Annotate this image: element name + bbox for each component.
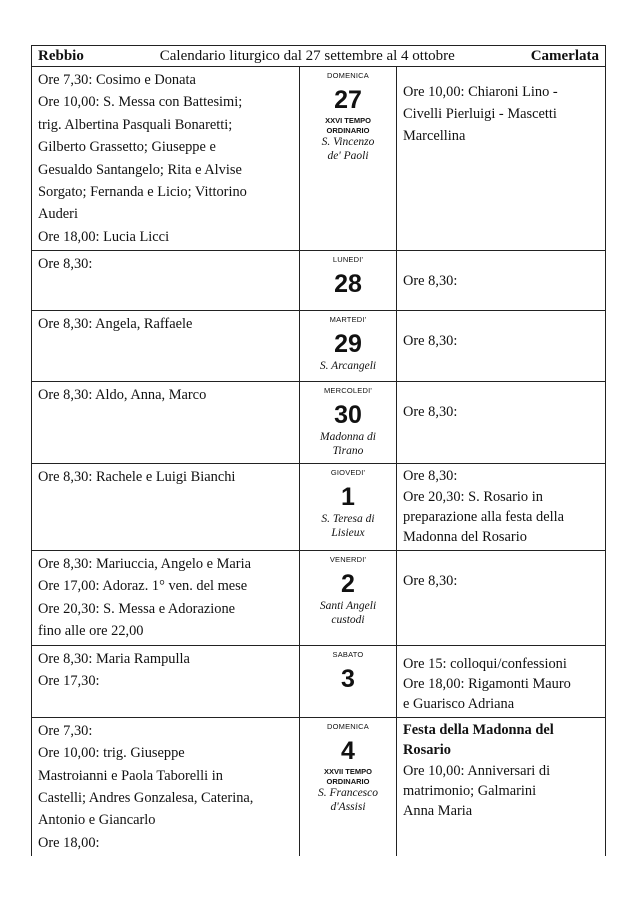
day-number: 30 — [334, 401, 362, 430]
parish-left-title: Rebbio — [38, 48, 84, 64]
saint-name: Tirano — [332, 445, 364, 458]
mass-line: Ore 18,00: Rigamonti Mauro — [403, 675, 571, 692]
mass-line: Ore 8,30: Rachele e Luigi Bianchi — [38, 469, 236, 486]
saint-name: S. Francesco — [317, 786, 379, 799]
day-row — [32, 67, 606, 251]
day-name: VENERDI' — [329, 554, 367, 564]
day-number: 2 — [341, 569, 355, 598]
rebbio-cell — [32, 550, 300, 645]
camerlata-cell — [397, 311, 606, 382]
mass-line: fino alle ore 22,00 — [38, 623, 144, 640]
mass-line: Ore 8,30: Aldo, Anna, Marco — [38, 387, 207, 404]
day-row — [32, 311, 606, 382]
mass-line: Ore 10,00: S. Messa con Battesimi; — [38, 94, 243, 111]
mass-line: Ore 8,30: Maria Rampulla — [38, 650, 190, 667]
liturgical-time: XXVII TEMPO — [324, 766, 372, 776]
mass-line: Anna Maria — [403, 803, 473, 820]
mass-line: Gilberto Grassetto; Giuseppe e — [38, 139, 216, 156]
date-cell — [300, 67, 397, 251]
mass-line: Ore 8,30: — [403, 333, 458, 350]
saint-name: Lisieux — [331, 527, 365, 540]
day-number: 27 — [334, 86, 362, 114]
date-cell — [300, 464, 397, 551]
mass-line: Ore 15: colloqui/confessioni — [403, 655, 567, 672]
day-number: 4 — [341, 736, 355, 765]
mass-line: Ore 10,00: Chiaroni Lino - — [403, 84, 558, 100]
feast-title: Rosario — [403, 742, 451, 759]
mass-line: preparazione alla festa della — [403, 509, 564, 526]
day-name: LUNEDI' — [332, 255, 364, 265]
calendar-sheet — [31, 45, 605, 856]
day-row — [32, 382, 606, 464]
day-row — [32, 717, 606, 856]
day-number: 3 — [341, 664, 355, 693]
liturgical-time: XXVI TEMPO — [325, 116, 371, 125]
day-row — [32, 251, 606, 311]
saint-name: S. Teresa di — [321, 513, 375, 526]
mass-line: e Guarisco Adriana — [403, 696, 515, 713]
rebbio-cell — [32, 382, 300, 464]
mass-line: Ore 8,30: — [403, 273, 458, 290]
mass-line: Ore 20,30: S. Rosario in — [403, 488, 543, 505]
mass-line: Ore 8,30: — [38, 256, 93, 273]
mass-line: Ore 20,30: S. Messa e Adorazione — [38, 600, 236, 617]
camerlata-cell — [397, 67, 606, 251]
mass-line: Ore 18,00: Lucia Licci — [38, 228, 170, 245]
saint-name: Madonna di — [320, 431, 376, 444]
rebbio-cell — [32, 251, 300, 311]
mass-line: Civelli Pierluigi - Mascetti — [403, 106, 557, 122]
mass-line: Antonio e Giancarlo — [38, 812, 156, 829]
header-row — [32, 46, 606, 67]
day-name: MERCOLEDI' — [323, 386, 373, 396]
date-cell — [300, 645, 397, 717]
camerlata-cell — [397, 645, 606, 717]
mass-line: Ore 10,00: Anniversari di — [403, 762, 551, 779]
mass-line: Ore 10,00: trig. Giuseppe — [38, 745, 185, 762]
date-cell — [300, 550, 397, 645]
mass-line: Ore 8,30: Angela, Raffaele — [38, 316, 193, 333]
day-row — [32, 464, 606, 551]
day-row — [32, 645, 606, 717]
rebbio-cell — [32, 464, 300, 551]
mass-line: Auderi — [38, 206, 78, 223]
rebbio-cell — [32, 311, 300, 382]
date-cell — [300, 382, 397, 464]
mass-line: Madonna del Rosario — [403, 529, 527, 546]
saint-name: Santi Angeli — [319, 599, 377, 612]
liturgical-time: ORDINARIO — [326, 126, 370, 135]
mass-line: Mastroianni e Paola Taborelli in — [38, 767, 223, 784]
date-cell — [300, 311, 397, 382]
camerlata-cell — [397, 251, 606, 311]
mass-line: Ore 17,00: Adoraz. 1° ven. del mese — [38, 578, 248, 595]
day-name: MARTEDI' — [329, 315, 367, 325]
mass-line: Ore 8,30: — [403, 404, 458, 421]
rebbio-cell — [32, 645, 300, 717]
mass-line: trig. Albertina Pasquali Bonaretti; — [38, 116, 233, 133]
calendar-table — [31, 45, 606, 856]
mass-line: Ore 17,30: — [38, 672, 100, 689]
camerlata-cell — [397, 550, 606, 645]
mass-line: Castelli; Andres Gonzalesa, Caterina, — [38, 789, 254, 806]
day-name: GIOVEDI' — [330, 468, 366, 478]
saint-name: d'Assisi — [330, 800, 366, 813]
day-number: 29 — [334, 330, 362, 359]
saint-name: S. Arcangeli — [319, 360, 377, 373]
day-row — [32, 550, 606, 645]
day-number: 1 — [341, 483, 355, 512]
mass-line: Marcellina — [403, 128, 466, 144]
camerlata-cell — [397, 464, 606, 551]
mass-line: Ore 8,30: Mariuccia, Angelo e Maria — [38, 555, 251, 572]
rebbio-cell — [32, 717, 300, 856]
feast-title: Festa della Madonna del — [403, 721, 554, 738]
mass-line: Ore 7,30: — [38, 722, 93, 739]
rebbio-cell — [32, 67, 300, 251]
day-number: 28 — [334, 270, 362, 299]
camerlata-cell — [397, 382, 606, 464]
liturgical-time: ORDINARIO — [326, 776, 370, 786]
mass-line: Sorgato; Fernanda e Licio; Vittorino — [38, 184, 247, 201]
parish-right-title: Camerlata — [530, 48, 599, 64]
date-cell — [300, 717, 397, 856]
saint-name: custodi — [331, 613, 365, 626]
mass-line: Ore 18,00: — [38, 834, 100, 851]
saint-name: de' Paoli — [327, 150, 369, 162]
mass-line: Ore 7,30: Cosimo e Donata — [38, 72, 196, 88]
day-name: DOMENICA — [326, 71, 370, 80]
saint-name: S. Vincenzo — [321, 136, 375, 148]
day-name: DOMENICA — [326, 721, 370, 731]
mass-line: Ore 8,30: — [403, 468, 458, 485]
day-name: SABATO — [332, 649, 364, 659]
mass-line: Ore 8,30: — [403, 572, 458, 589]
calendar-title: Calendario liturgico dal 27 settembre al 4 ottobre — [159, 48, 455, 64]
mass-line: Gesualdo Santangelo; Rita e Alvise — [38, 161, 242, 178]
camerlata-cell — [397, 717, 606, 856]
date-cell — [300, 251, 397, 311]
mass-line: matrimonio; Galmarini — [403, 782, 537, 799]
